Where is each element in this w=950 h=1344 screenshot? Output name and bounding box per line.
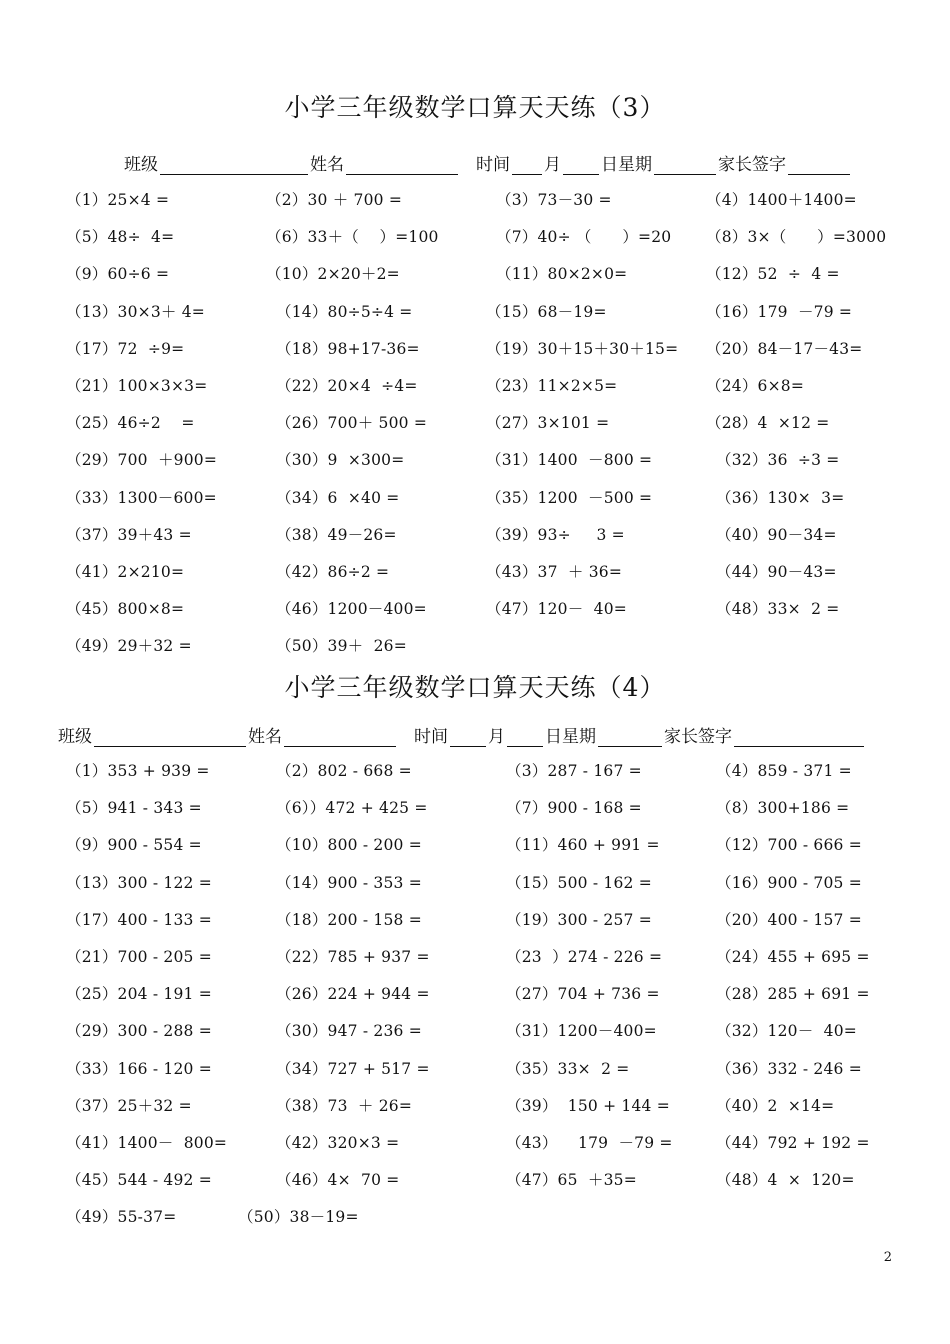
time-label: 时间 bbox=[476, 155, 510, 175]
parent-signature-blank[interactable] bbox=[734, 726, 864, 747]
name-blank[interactable] bbox=[284, 726, 396, 747]
math-problem: （43）37 ＋ 36= bbox=[486, 563, 623, 581]
math-problem: （36）130× 3= bbox=[716, 488, 845, 507]
time-blank[interactable] bbox=[450, 726, 486, 747]
math-problem: （7）900 - 168 = bbox=[506, 799, 642, 818]
math-problem: （25）46÷2 = bbox=[66, 414, 195, 433]
math-problem: （49）55-37= bbox=[66, 1208, 177, 1227]
math-problem: （8）300+186 = bbox=[716, 799, 850, 818]
page-number: 2 bbox=[883, 1250, 892, 1265]
math-problem: （41）1400－ 800= bbox=[66, 1134, 228, 1152]
math-problem: （34）727 + 517 = bbox=[276, 1059, 430, 1078]
math-problem: （16）179 －79 = bbox=[706, 302, 853, 321]
math-problem: （2）802 - 668 = bbox=[276, 762, 412, 780]
math-problem: （18）98+17-36= bbox=[276, 339, 420, 358]
math-problem: （23）11×2×5= bbox=[486, 377, 618, 395]
math-problem: （10）2×20＋2= bbox=[266, 265, 400, 284]
math-problem: （17）400 - 133 = bbox=[66, 910, 212, 929]
math-problem: （45）800×8= bbox=[66, 600, 185, 619]
math-problem: （46）4× 70 = bbox=[276, 1171, 400, 1190]
math-problem: （33）166 - 120 = bbox=[66, 1059, 212, 1078]
page-title: 小学三年级数学口算天天练（3） bbox=[284, 93, 666, 122]
class-label: 班级 bbox=[58, 727, 92, 747]
math-problem: （31）1400 －800 = bbox=[486, 451, 653, 470]
math-problem: （44）792 + 192 = bbox=[716, 1134, 870, 1152]
math-problem: （11）460 + 991 = bbox=[506, 836, 660, 855]
name-blank[interactable] bbox=[346, 154, 458, 175]
math-problem: （32）36 ÷3 = bbox=[716, 451, 840, 470]
math-problem: （19）30＋15＋30＋15= bbox=[486, 339, 679, 358]
math-problem: （42）86÷2 = bbox=[276, 563, 390, 581]
math-problem: （38）73 ＋ 26= bbox=[276, 1096, 413, 1115]
math-problem: （35）33× 2 = bbox=[506, 1059, 630, 1078]
name-label: 姓名 bbox=[310, 155, 344, 175]
math-problem: （29）300 - 288 = bbox=[66, 1022, 212, 1041]
math-problem: （13）300 - 122 = bbox=[66, 873, 212, 892]
math-problem: （1）25×4 = bbox=[66, 191, 170, 209]
math-problem: （50）39＋ 26= bbox=[276, 637, 407, 656]
weekday-blank[interactable] bbox=[598, 726, 662, 747]
math-problem: （8）3×（ ）=3000 bbox=[706, 228, 887, 247]
page-title: 小学三年级数学口算天天练（4） bbox=[284, 673, 666, 702]
math-problem: （12）700 - 666 = bbox=[716, 836, 862, 855]
math-problem: （2）30 ＋ 700 = bbox=[266, 191, 403, 209]
math-problem: （49）29＋32 = bbox=[66, 637, 192, 656]
math-problem: （4）859 - 371 = bbox=[716, 762, 852, 780]
math-problem: （23 ）274 - 226 = bbox=[506, 948, 663, 966]
math-problem: （1）353 + 939 = bbox=[66, 762, 210, 780]
weekday-label: 日星期 bbox=[545, 727, 596, 747]
math-problem: （6））472 + 425 = bbox=[276, 799, 428, 818]
math-problem: （34）6 ×40 = bbox=[276, 488, 400, 507]
math-problem: （18）200 - 158 = bbox=[276, 910, 422, 929]
math-problem: （46）1200－400= bbox=[276, 600, 427, 619]
math-problem: （14）80÷5÷4 = bbox=[276, 302, 413, 321]
month-label: 月 bbox=[488, 727, 505, 747]
math-problem: （9）60÷6 = bbox=[66, 265, 170, 284]
math-problem: （17）72 ÷9= bbox=[66, 339, 185, 358]
math-problem: （39） 150 + 144 = bbox=[506, 1096, 670, 1115]
math-problem: （22）785 + 937 = bbox=[276, 948, 430, 966]
weekday-blank[interactable] bbox=[654, 154, 716, 175]
math-problem: （30）947 - 236 = bbox=[276, 1022, 422, 1041]
math-problem: （20）84－17－43= bbox=[706, 339, 863, 358]
math-problem: （39）93÷ 3 = bbox=[486, 525, 625, 544]
math-problem: （16）900 - 705 = bbox=[716, 873, 862, 892]
math-problem: （3）73－30 = bbox=[496, 191, 612, 209]
math-problem: （24）6×8= bbox=[706, 377, 805, 395]
math-problem: （27）704 + 736 = bbox=[506, 985, 660, 1004]
math-problem: （37）39＋43 = bbox=[66, 525, 192, 544]
math-problem: （7）40÷ （ ）=20 bbox=[496, 228, 672, 247]
math-problem: （37）25＋32 = bbox=[66, 1096, 192, 1115]
math-problem: （5）48÷ 4= bbox=[66, 228, 175, 247]
math-problem: （6）33＋（ ）=100 bbox=[266, 228, 439, 247]
month-blank[interactable] bbox=[507, 726, 543, 747]
math-problem: （28）285 + 691 = bbox=[716, 985, 870, 1004]
math-problem: （28）4 ×12 = bbox=[706, 414, 830, 433]
math-problem: （11）80×2×0= bbox=[496, 265, 628, 284]
math-problem: （21）700 - 205 = bbox=[66, 948, 212, 966]
math-problem: （40）90－34= bbox=[716, 525, 837, 544]
math-problem: （15）500 - 162 = bbox=[506, 873, 652, 892]
math-problem: （4）1400＋1400= bbox=[706, 191, 857, 209]
math-problem: （47）120－ 40= bbox=[486, 600, 627, 619]
math-problem: （47）65 ＋35= bbox=[506, 1171, 637, 1190]
math-problem: （9）900 - 554 = bbox=[66, 836, 202, 855]
math-problem: （38）49－26= bbox=[276, 525, 397, 544]
math-problem: （29）700 ＋900= bbox=[66, 451, 218, 470]
math-problem: （25）204 - 191 = bbox=[66, 985, 212, 1004]
class-blank[interactable] bbox=[160, 154, 308, 175]
math-problem: （3）287 - 167 = bbox=[506, 762, 642, 780]
student-info-header bbox=[58, 722, 866, 747]
month-label: 月 bbox=[544, 155, 561, 175]
math-problem: （41）2×210= bbox=[66, 563, 185, 581]
math-problem: （45）544 - 492 = bbox=[66, 1171, 212, 1190]
math-problem: （22）20×4 ÷4= bbox=[276, 377, 418, 395]
math-problem: （36）332 - 246 = bbox=[716, 1059, 862, 1078]
math-problem: （10）800 - 200 = bbox=[276, 836, 422, 855]
parent-signature-label: 家长签字 bbox=[664, 727, 732, 747]
math-problem: （30）9 ×300= bbox=[276, 451, 405, 470]
math-problem: （14）900 - 353 = bbox=[276, 873, 422, 892]
math-problem: （43） 179 －79 = bbox=[506, 1134, 673, 1152]
math-problem: （48）4 × 120= bbox=[716, 1171, 855, 1190]
math-problem: （44）90－43= bbox=[716, 563, 837, 581]
class-blank[interactable] bbox=[94, 726, 246, 747]
math-problem: （20）400 - 157 = bbox=[716, 910, 862, 929]
time-label: 时间 bbox=[414, 727, 448, 747]
math-problem: （32）120－ 40= bbox=[716, 1022, 857, 1041]
math-problem: （12）52 ÷ 4 = bbox=[706, 265, 840, 284]
math-problem: （31）1200－400= bbox=[506, 1022, 657, 1041]
name-label: 姓名 bbox=[248, 727, 282, 747]
math-problem: （5）941 - 343 = bbox=[66, 799, 202, 818]
parent-signature-blank[interactable] bbox=[788, 154, 850, 175]
month-blank[interactable] bbox=[563, 154, 599, 175]
math-problem: （35）1200 －500 = bbox=[486, 488, 653, 507]
math-problem: （15）68－19= bbox=[486, 302, 607, 321]
math-problem: （40）2 ×14= bbox=[716, 1096, 835, 1115]
class-label: 班级 bbox=[124, 155, 158, 175]
math-problem: （42）320×3 = bbox=[276, 1134, 400, 1152]
student-info-header bbox=[124, 150, 852, 175]
math-problem: （50）38－19= bbox=[238, 1208, 359, 1227]
parent-signature-label: 家长签字 bbox=[718, 155, 786, 175]
math-problem: （26）700＋ 500 = bbox=[276, 414, 428, 433]
math-problem: （48）33× 2 = bbox=[716, 600, 840, 619]
math-problem: （19）300 - 257 = bbox=[506, 910, 652, 929]
math-problem: （27）3×101 = bbox=[486, 414, 610, 433]
math-problem: （24）455 + 695 = bbox=[716, 948, 870, 966]
math-problem: （26）224 + 944 = bbox=[276, 985, 430, 1004]
math-problem: （13）30×3＋ 4= bbox=[66, 302, 205, 321]
math-problem: （33）1300－600= bbox=[66, 488, 217, 507]
time-blank[interactable] bbox=[512, 154, 542, 175]
math-problem: （21）100×3×3= bbox=[66, 377, 208, 395]
weekday-label: 日星期 bbox=[601, 155, 652, 175]
